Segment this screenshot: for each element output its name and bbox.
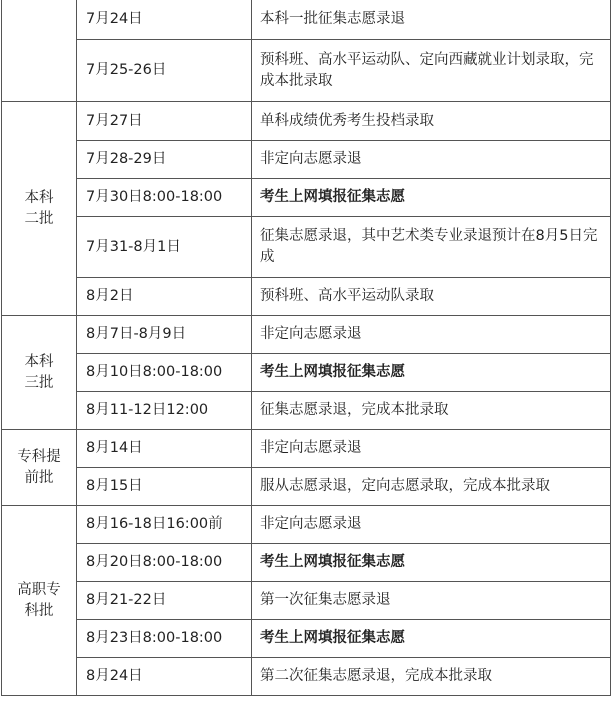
date-cell: 7月24日 (77, 0, 252, 40)
schedule-row (2, 392, 611, 430)
description-cell: 服从志愿录退，定向志愿录取，完成本批录取 (252, 468, 611, 506)
admission-schedule-table (1, 0, 611, 696)
date-cell: 7月27日 (77, 102, 252, 141)
schedule-row (2, 468, 611, 506)
date-cell: 8月16-18日16:00前 (77, 506, 252, 544)
description-cell: 第一次征集志愿录退 (252, 582, 611, 620)
date-cell: 7月25-26日 (77, 40, 252, 102)
description-cell: 征集志愿录退，其中艺术类专业录退预计在8月5日完成 (252, 217, 611, 278)
schedule-row (2, 278, 611, 316)
schedule-row (2, 217, 611, 278)
date-cell: 8月24日 (77, 658, 252, 696)
description-cell: 第二次征集志愿录退，完成本批录取 (252, 658, 611, 696)
date-cell: 8月15日 (77, 468, 252, 506)
description-cell: 预科班、高水平运动队录取 (252, 278, 611, 316)
date-cell: 7月31-8月1日 (77, 217, 252, 278)
batch-cell: 本科 二批 (2, 102, 77, 316)
description-cell: 单科成绩优秀考生投档录取 (252, 102, 611, 141)
description-cell: 本科一批征集志愿录退 (252, 0, 611, 40)
description-cell: 考生上网填报征集志愿 (252, 620, 611, 658)
date-cell: 8月2日 (77, 278, 252, 316)
date-cell: 7月28-29日 (77, 141, 252, 179)
date-cell: 8月21-22日 (77, 582, 252, 620)
description-cell: 考生上网填报征集志愿 (252, 179, 611, 217)
schedule-row (2, 354, 611, 392)
description-cell: 非定向志愿录退 (252, 141, 611, 179)
description-cell: 征集志愿录退，完成本批录取 (252, 392, 611, 430)
description-cell: 非定向志愿录退 (252, 316, 611, 354)
description-cell: 考生上网填报征集志愿 (252, 354, 611, 392)
schedule-row (2, 658, 611, 696)
schedule-row (2, 506, 611, 544)
schedule-row (2, 141, 611, 179)
batch-cell (2, 0, 77, 102)
schedule-row (2, 102, 611, 141)
description-cell: 非定向志愿录退 (252, 430, 611, 468)
date-cell: 8月23日8:00-18:00 (77, 620, 252, 658)
schedule-row (2, 316, 611, 354)
schedule-row (2, 620, 611, 658)
description-cell: 预科班、高水平运动队、定向西藏就业计划录取，完成本批录取 (252, 40, 611, 102)
description-cell: 考生上网填报征集志愿 (252, 544, 611, 582)
date-cell: 8月20日8:00-18:00 (77, 544, 252, 582)
schedule-row (2, 179, 611, 217)
description-cell: 非定向志愿录退 (252, 506, 611, 544)
schedule-row (2, 582, 611, 620)
batch-cell: 专科提 前批 (2, 430, 77, 506)
schedule-body (2, 0, 611, 696)
batch-cell: 高职专 科批 (2, 506, 77, 696)
date-cell: 8月10日8:00-18:00 (77, 354, 252, 392)
schedule-row (2, 40, 611, 102)
schedule-row (2, 544, 611, 582)
date-cell: 8月11-12日12:00 (77, 392, 252, 430)
date-cell: 8月7日-8月9日 (77, 316, 252, 354)
date-cell: 8月14日 (77, 430, 252, 468)
date-cell: 7月30日8:00-18:00 (77, 179, 252, 217)
schedule-row (2, 430, 611, 468)
batch-cell: 本科 三批 (2, 316, 77, 430)
schedule-row (2, 0, 611, 40)
